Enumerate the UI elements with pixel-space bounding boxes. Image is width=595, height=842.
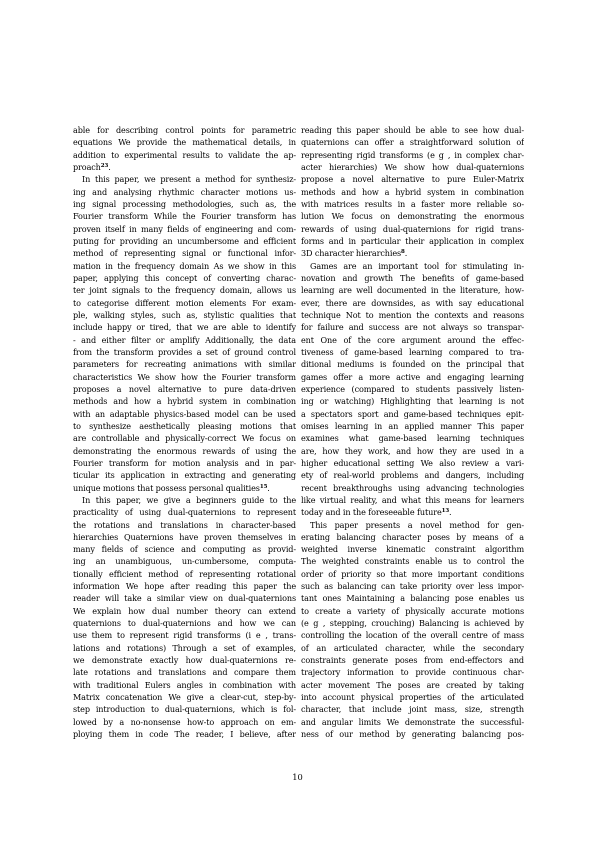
text-line (301, 309, 524, 321)
text-line (73, 383, 296, 395)
line-text: ter joint signals to the frequency domain, allows us (73, 285, 296, 296)
text-line (301, 445, 524, 457)
line-text: novation and growth The benefits of game-based (301, 272, 524, 283)
text-line (73, 149, 296, 161)
text-line (73, 494, 296, 506)
line-text: practicality of using dual-quaternions to represent (73, 507, 296, 518)
line-text: examines what game-based learning techniques (301, 433, 524, 444)
line-text: In this paper, we present a method for synthesiz- (82, 174, 296, 185)
citation-reference: 15 (259, 483, 268, 490)
text-line (73, 136, 296, 148)
line-text: acter hierarchies) We show how dual-quaternions (301, 161, 524, 172)
line-text: information We hope after reading this paper the (73, 581, 296, 592)
text-line (301, 728, 524, 740)
text-line (73, 235, 296, 247)
text-line (301, 358, 524, 370)
line-text: reading this paper should be able to see how dual- (301, 125, 524, 135)
text-line (73, 482, 296, 494)
text-line (73, 309, 296, 321)
text-line (301, 136, 524, 148)
text-line (301, 482, 524, 494)
text-line (301, 371, 524, 383)
text-line (73, 531, 296, 543)
line-text: rewards of using dual-quaternions for rigid trans- (301, 223, 524, 234)
text-line (301, 186, 524, 198)
text-line (301, 149, 524, 161)
text-line (301, 716, 524, 728)
line-text: ent One of the core argument around the effec- (301, 334, 524, 345)
line-text: like virtual reality, and what this means for learners (301, 494, 524, 505)
line-text: the rotations and translations in character-based (73, 519, 296, 530)
line-text: (e g , stepping, crouching) Balancing is achieved by (301, 618, 524, 629)
text-line (73, 568, 296, 580)
text-line (73, 210, 296, 222)
line-text: erating balancing character poses by means of a (301, 531, 524, 542)
text-line (301, 469, 524, 481)
text-line (73, 642, 296, 654)
right-column (301, 124, 524, 740)
text-line (73, 358, 296, 370)
citation-reference: 8 (401, 249, 405, 256)
line-text: lations and rotations) Through a set of examples, (73, 642, 296, 653)
text-line (301, 284, 524, 296)
line-text: with traditional Eulers angles in combination with (73, 679, 296, 690)
text-line (73, 506, 296, 518)
line-tail: . (404, 248, 408, 259)
text-line (301, 691, 524, 703)
text-line (73, 445, 296, 457)
text-line (301, 666, 524, 678)
text-line (73, 260, 296, 272)
line-text: ing signal processing methodologies, such as, the (73, 198, 296, 209)
text-line (301, 617, 524, 629)
text-line (73, 186, 296, 198)
line-text: ing and analysing rhythmic character motions us- (73, 186, 296, 197)
text-line (301, 519, 524, 531)
line-text: puting for providing an uncumbersome and efficient (73, 235, 296, 246)
text-line (301, 321, 524, 333)
text-line (301, 198, 524, 210)
line-text: Games are an important tool for stimulating in- (310, 260, 524, 271)
line-text: higher educational setting We also review a vari- (301, 457, 524, 468)
text-line (73, 457, 296, 469)
text-line (301, 124, 524, 136)
text-line (301, 408, 524, 420)
line-text: lowed by a no-nonsense how-to approach on em- (73, 716, 296, 727)
text-line (301, 703, 524, 715)
line-text: late rotations and translations and compare them (73, 667, 296, 678)
text-line (73, 716, 296, 728)
text-line (301, 457, 524, 469)
line-text: Fourier transform for motion analysis and in par- (73, 457, 296, 468)
line-text: mation in the frequency domain As we show in this (73, 260, 296, 271)
line-text: many fields of science and computing as provid- (73, 544, 296, 555)
text-line (73, 469, 296, 481)
text-line (73, 703, 296, 715)
line-text: tant ones Maintaining a balancing pose enables us (301, 593, 524, 604)
text-line (301, 210, 524, 222)
text-line (73, 198, 296, 210)
text-line (301, 334, 524, 346)
line-text: experience (compared to students passively listen- (301, 383, 524, 394)
line-text: forms and in particular their application in complex (301, 235, 524, 246)
text-line (73, 555, 296, 567)
text-line (73, 691, 296, 703)
text-line (301, 605, 524, 617)
line-text: paper, applying this concept of converting charac- (73, 272, 296, 283)
line-text: equations We provide the mathematical details, in (73, 137, 296, 148)
text-line (73, 617, 296, 629)
text-line (301, 297, 524, 309)
line-text: - and either filter or amplify Additionally, the data (73, 334, 296, 345)
line-text: into account physical properties of the articulated (301, 692, 524, 703)
text-line (73, 629, 296, 641)
line-text: parameters for recreating animations with similar (73, 359, 296, 370)
line-text: proven itself in many fields of engineering and com- (73, 223, 296, 234)
text-line (301, 235, 524, 247)
line-text: ness of our method by generating balancing pos- (301, 729, 524, 740)
text-line (73, 679, 296, 691)
line-text: with an adaptable physics-based model can be used (73, 408, 296, 419)
line-text: lution We focus on demonstrating the enormous (301, 211, 524, 222)
line-text: We explain how dual number theory can extend (73, 605, 296, 616)
text-line (301, 531, 524, 543)
text-line (301, 420, 524, 432)
line-text: character, that include joint mass, size, strength (301, 704, 524, 715)
line-text: games offer a more active and engaging learning (301, 371, 524, 382)
line-text: ety of real-world problems and dangers, including (301, 470, 524, 481)
line-text: weighted inverse kinematic constraint algorithm (301, 544, 524, 555)
text-line (73, 728, 296, 740)
text-line (73, 420, 296, 432)
text-line (301, 555, 524, 567)
line-text: controlling the location of the overall centre of mass (301, 630, 524, 641)
text-line (301, 173, 524, 185)
text-line (73, 408, 296, 420)
text-line (301, 260, 524, 272)
line-text: to categorise different motion elements For exam- (73, 297, 296, 308)
text-line (301, 383, 524, 395)
line-text: demonstrating the enormous rewards of using the (73, 445, 296, 456)
text-line (73, 605, 296, 617)
text-line (301, 629, 524, 641)
line-text: methods and how a hybrid system in combination (301, 186, 524, 197)
text-line (73, 272, 296, 284)
line-text: Fourier transform While the Fourier transform has (73, 211, 296, 222)
line-text: reader will take a similar view on dual-quaternions (73, 593, 296, 604)
line-text: of an articulated character, while the secondary (301, 642, 524, 653)
line-text: ing an unambiguous, un-cumbersome, computa- (73, 556, 296, 567)
line-tail: . (108, 161, 111, 172)
line-text: method of representing signal or functional infor- (73, 248, 296, 259)
text-line (73, 284, 296, 296)
text-line (73, 247, 296, 259)
line-text: hierarchies Quaternions have proven themselves in (73, 531, 296, 542)
line-text: are, how they work, and how they are used in a (301, 445, 524, 456)
line-text: quaternions can offer a straightforward solution of (301, 137, 524, 148)
line-text: recent breakthroughs using advancing technologies (301, 482, 524, 493)
text-line (73, 161, 296, 173)
text-line (73, 666, 296, 678)
page-number: 10 (292, 772, 303, 782)
line-text: omises learning in an applied manner This paper (301, 420, 524, 431)
text-line (301, 247, 524, 259)
text-line (301, 272, 524, 284)
line-text: tionally efficient method of representing rotational (73, 568, 296, 579)
line-text: ple, walking styles, such as, stylistic qualities that (73, 309, 296, 320)
text-line (301, 395, 524, 407)
line-text: with matrices results in a faster more reliable so- (301, 198, 524, 209)
text-line (73, 519, 296, 531)
line-text: to synthesize aesthetically pleasing motions that (73, 420, 296, 431)
text-line (301, 580, 524, 592)
text-line (73, 654, 296, 666)
text-line (301, 223, 524, 235)
line-text: The weighted constraints enable us to control the (301, 556, 524, 567)
text-line (301, 679, 524, 691)
line-text: representing rigid transforms (e g , in complex char- (301, 149, 524, 160)
citation-reference: 23 (100, 162, 109, 169)
citation-reference: 13 (441, 508, 450, 515)
text-line (73, 592, 296, 604)
line-tail: . (267, 482, 270, 493)
text-line (301, 346, 524, 358)
line-text: 3D character hierarchies (301, 248, 402, 259)
line-text: propose a novel alternative to pure Euler-Matrix (301, 174, 524, 185)
line-text: ever, there are downsides, as with say educational (301, 297, 524, 308)
text-line (73, 124, 296, 136)
line-text: ing or watching) Highlighting that learning is not (301, 396, 524, 407)
line-text: unique motions that possess personal qualities (73, 482, 260, 493)
text-line (73, 371, 296, 383)
line-text: ticular its application in extracting and generating (73, 470, 296, 481)
line-text: acter movement The poses are created by taking (301, 679, 524, 690)
line-text: ditional mediums is founded on the principal that (301, 359, 524, 370)
text-line (73, 395, 296, 407)
text-line (301, 506, 524, 518)
line-text: we demonstrate exactly how dual-quaternions re- (73, 655, 296, 666)
text-line (301, 494, 524, 506)
line-text: such as balancing can take priority over less impor- (301, 581, 524, 592)
line-text: and angular limits We demonstrate the successful- (301, 716, 524, 727)
text-line (73, 543, 296, 555)
left-column (73, 124, 296, 740)
text-line (73, 173, 296, 185)
line-text: methods and how a hybrid system in combination (73, 396, 296, 407)
line-tail: . (449, 507, 452, 518)
text-line (301, 432, 524, 444)
line-text: step introduction to dual-quaternions, which is fol- (73, 704, 296, 715)
line-text: use them to represent rigid transforms (i e , trans- (73, 630, 296, 641)
text-line (301, 161, 524, 173)
line-text: quaternions to dual-quaternions and how we can (73, 618, 296, 629)
line-text: trajectory information to provide continuous char- (301, 667, 524, 678)
line-text: able for describing control points for parametric (73, 125, 296, 135)
text-line (73, 321, 296, 333)
line-text: are controllable and physically-correct We focus on (73, 433, 296, 444)
text-line (73, 346, 296, 358)
line-text: proposes a novel alternative to pure data-driven (73, 383, 296, 394)
text-line (301, 642, 524, 654)
line-text: include happy or tired, that we are able to identify (73, 322, 296, 333)
line-text: to create a variety of physically accurate motions (301, 605, 524, 616)
line-text: learning are well documented in the literature, how- (301, 285, 524, 296)
line-text: technique Not to mention the contexts and reasons (301, 309, 524, 320)
line-text: for failure and success are not always so transpar- (301, 322, 524, 333)
text-line (73, 297, 296, 309)
line-text: tiveness of game-based learning compared to tra- (301, 346, 524, 357)
line-text: ploying them in code The reader, I believe, after (73, 729, 296, 740)
line-text: In this paper, we give a beginners guide to the (82, 494, 296, 505)
text-line (73, 334, 296, 346)
line-text: This paper presents a novel method for gen- (310, 519, 524, 530)
text-line (301, 654, 524, 666)
line-text: today and in the foreseeable future (301, 507, 442, 518)
text-line (73, 432, 296, 444)
line-text: from the transform provides a set of ground control (73, 346, 296, 357)
line-text: characteristics We show how the Fourier transform (73, 371, 296, 382)
line-text: Matrix concatenation We give a clear-cut, step-by- (73, 692, 296, 703)
line-text: addition to experimental results to validate the ap- (73, 149, 296, 160)
text-line (73, 580, 296, 592)
text-line (301, 592, 524, 604)
line-text: a spectators sport and game-based techniques epit- (301, 408, 524, 419)
text-line (301, 543, 524, 555)
text-line (301, 568, 524, 580)
line-text: constraints generate poses from end-effectors and (301, 655, 524, 666)
line-text: order of priority so that more important conditions (301, 568, 524, 579)
text-line (73, 223, 296, 235)
line-text: proach (73, 161, 101, 172)
